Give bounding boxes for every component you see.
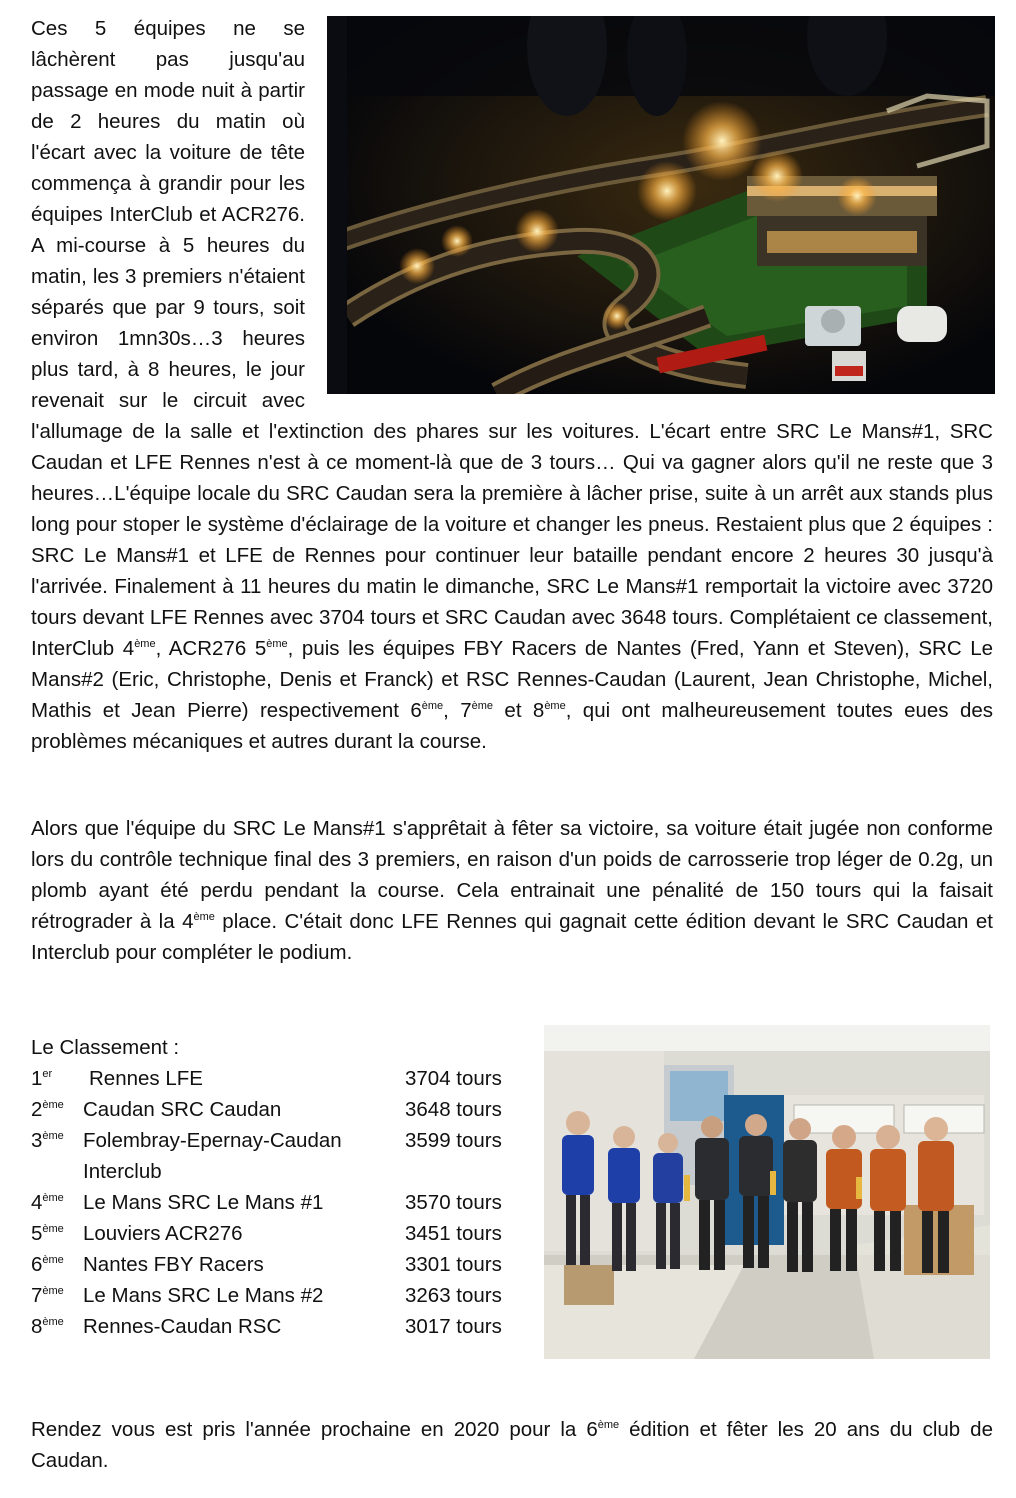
team-name: Rennes-Caudan RSC: [83, 1315, 282, 1338]
text-run: Alors que l'équipe du SRC Le Mans#1 s'apprêtait à fêter sa victoire, sa voiture était jugée non conforme lors du contrôle technique final des 3 premiers, en raison d'un poids de carrosserie trop léger de 0.2g, un plomb ayant été perdu pendant la course. Cela entrainait une pénalité de 150 tours qui la faisait rétrograder à la 4: [31, 817, 993, 933]
tour-count: 3017 tours: [405, 1315, 502, 1338]
superscript: ème: [193, 911, 215, 924]
team-name: Le Mans SRC Le Mans #1: [83, 1191, 324, 1214]
superscript: ème: [597, 1419, 620, 1432]
superscript: ème: [266, 638, 288, 651]
rank: 3ème: [31, 1129, 64, 1152]
superscript: ème: [544, 700, 566, 713]
team-group-illustration: [544, 1025, 990, 1359]
results-row-5: [31, 1218, 531, 1249]
text-run: Ces 5 équipes ne se lâchèrent pas jusqu'au passage en mode nuit à partir de 2 heures du matin où l'écart avec la voiture de tête commença à grandir pour les équipes InterClub et ACR276. A mi-course à 5 heures du matin, les 3 premiers n'étaient séparés que par 9 tours, soit environ 1mn30s…3 heures plus tard, à 8 heures, le jour revenait sur le circuit avec l'allumage de la salle et l'extinction des phares sur les voitures. L'écart entre SRC Le Mans#1, SRC Caudan et LFE Rennes n'est à ce moment-là que de 3 tours… Qui va gagner alors qu'il ne reste que 3 heures…L'équipe locale du SRC Caudan sera la première à lâcher prise, suite à un arrêt aux stands plus long pour stoper le système d'éclairage de la voiture et changer les pneus. Restaient plus que 2 équipes : SRC Le Mans#1 et LFE de Rennes pour continuer leur bataille pendant encore 2 heures 30 jusqu'à l'arrivée. Finalement à 11 heures du matin le dimanche, SRC Le Mans#1 remportait la victoire avec 3720 tours devant LFE Rennes avec 3704 tours et SRC Caudan avec 3648 tours. Complétaient ce classement, InterClub 4: [31, 17, 993, 660]
rank: 5ème: [31, 1222, 64, 1245]
text-run: et 8: [493, 699, 545, 722]
text-run: , puis les équipes FBY Racers de Nantes (Fred, Yann et Steven), SRC Le Mans#2 (Eric, Christophe, Denis et Franck) et RSC Rennes-Caudan (Laurent, Jean Christophe, Michel, Mathis et Jean Pierre) respectivement 6: [31, 637, 994, 722]
team-name: Rennes LFE: [89, 1067, 203, 1090]
night-track-illustration: [327, 16, 995, 394]
rank: 4ème: [31, 1191, 64, 1214]
superscript: ème: [134, 638, 156, 651]
text-run: , qui ont malheureusement toutes eues des problèmes mécaniques et autres durant la course.: [31, 699, 993, 753]
rank: 6ème: [31, 1253, 64, 1276]
results-row-6: [31, 1249, 531, 1280]
results-title: Le Classement :: [31, 1036, 180, 1059]
tour-count: 3263 tours: [405, 1284, 502, 1307]
results-row-1: [31, 1063, 531, 1094]
rank: 1er: [31, 1067, 53, 1090]
team-name: Louviers ACR276: [83, 1222, 243, 1245]
text-run: Rendez vous est pris l'année prochaine en 2020 pour la 6: [31, 1418, 598, 1441]
team-name: Caudan SRC Caudan: [83, 1098, 282, 1121]
rank: 8ème: [31, 1315, 64, 1338]
article-paragraph-race-night: [31, 13, 993, 757]
superscript: ème: [421, 700, 444, 713]
text-run: , ACR276 5: [155, 637, 267, 660]
tour-count: 3599 tours: [405, 1129, 502, 1152]
article-paragraph-next-edition: [31, 1414, 993, 1476]
team-name: Le Mans SRC Le Mans #2: [83, 1284, 324, 1307]
text-run: édition et fêter les 20 ans du club de Caudan.: [31, 1418, 993, 1472]
article-paragraph-penalty: [31, 813, 993, 968]
rank: 7ème: [31, 1284, 64, 1307]
results-table: [31, 1063, 531, 1342]
text-run: , 7: [443, 699, 472, 722]
tour-count: 3648 tours: [405, 1098, 502, 1121]
tour-count: 3301 tours: [405, 1253, 502, 1276]
night-track-photo: [327, 16, 995, 394]
tour-count: 3704 tours: [405, 1067, 502, 1090]
results-row-8: [31, 1311, 531, 1342]
results-row-7: [31, 1280, 531, 1311]
team-name: Nantes FBY Racers: [83, 1253, 264, 1276]
podium-team-photo: [544, 1025, 990, 1359]
tour-count: 3570 tours: [405, 1191, 502, 1214]
text-run: place. C'était donc LFE Rennes qui gagnait cette édition devant le SRC Caudan et Interclub pour compléter le podium.: [31, 910, 993, 964]
rank: 2ème: [31, 1098, 64, 1121]
superscript: ème: [471, 700, 494, 713]
tour-count: 3451 tours: [405, 1222, 502, 1245]
team-name: Folembray-Epernay-Caudan Interclub: [83, 1129, 342, 1183]
results-row-3: [31, 1125, 531, 1187]
results-row-4: [31, 1187, 531, 1218]
results-row-2: [31, 1094, 531, 1125]
